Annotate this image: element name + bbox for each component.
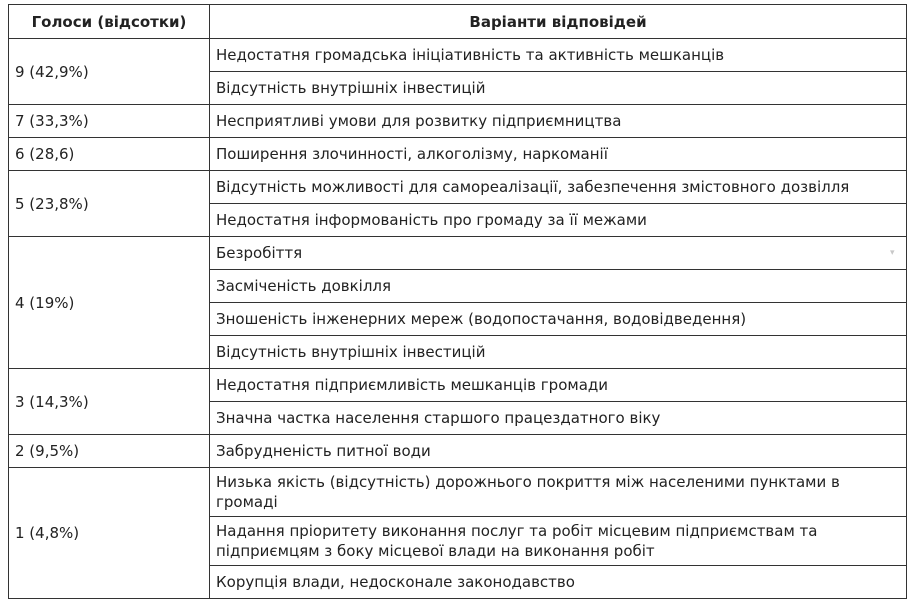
answer-cell: Відсутність можливості для самореалізації, забезпечення змістовного дозвілля — [210, 171, 907, 204]
table-row — [9, 171, 907, 204]
table-row — [9, 138, 907, 171]
answer-cell: Відсутність внутрішніх інвестицій — [210, 72, 907, 105]
answer-cell: Відсутність внутрішніх інвестицій — [210, 336, 907, 369]
votes-cell: 4 (19%) — [9, 237, 210, 369]
dropdown-marker-icon: ▾ — [890, 248, 895, 258]
votes-cell: 3 (14,3%) — [9, 369, 210, 435]
votes-cell: 7 (33,3%) — [9, 105, 210, 138]
answer-cell — [210, 237, 907, 270]
answer-cell: Корупція влади, недосконале законодавство — [210, 566, 907, 599]
table-row — [9, 369, 907, 402]
answer-cell: Зношеність інженерних мереж (водопостачання, водовідведення) — [210, 303, 907, 336]
answer-cell: Недостатня громадська ініціативність та активність мешканців — [210, 39, 907, 72]
votes-column-header: Голоси (відсотки) — [9, 5, 210, 39]
header-row — [9, 5, 907, 39]
table-row — [9, 435, 907, 468]
answer-cell: Несприятливі умови для розвитку підприємництва — [210, 105, 907, 138]
table-row — [9, 39, 907, 72]
answer-cell: Недостатня інформованість про громаду за її межами — [210, 204, 907, 237]
votes-cell: 5 (23,8%) — [9, 171, 210, 237]
votes-cell: 9 (42,9%) — [9, 39, 210, 105]
answer-text: Безробіття — [216, 244, 303, 262]
answer-cell: Засміченість довкілля — [210, 270, 907, 303]
table-row — [9, 468, 907, 517]
answer-cell: Надання пріоритету виконання послуг та робіт місцевим підприємствам та підприємцям з боку місцевої влади на виконання робіт — [210, 517, 907, 566]
votes-cell: 6 (28,6) — [9, 138, 210, 171]
answer-cell: Поширення злочинності, алкоголізму, наркоманії — [210, 138, 907, 171]
survey-results-table — [8, 4, 907, 599]
answer-cell: Забрудненість питної води — [210, 435, 907, 468]
table-row — [9, 237, 907, 270]
answer-cell: Недостатня підприємливість мешканців громади — [210, 369, 907, 402]
votes-cell: 2 (9,5%) — [9, 435, 210, 468]
votes-cell: 1 (4,8%) — [9, 468, 210, 599]
answer-cell: Значна частка населення старшого працездатного віку — [210, 402, 907, 435]
answers-column-header: Варіанти відповідей — [210, 5, 907, 39]
table-row — [9, 105, 907, 138]
answer-cell: Низька якість (відсутність) дорожнього покриття між населеними пунктами в громаді — [210, 468, 907, 517]
